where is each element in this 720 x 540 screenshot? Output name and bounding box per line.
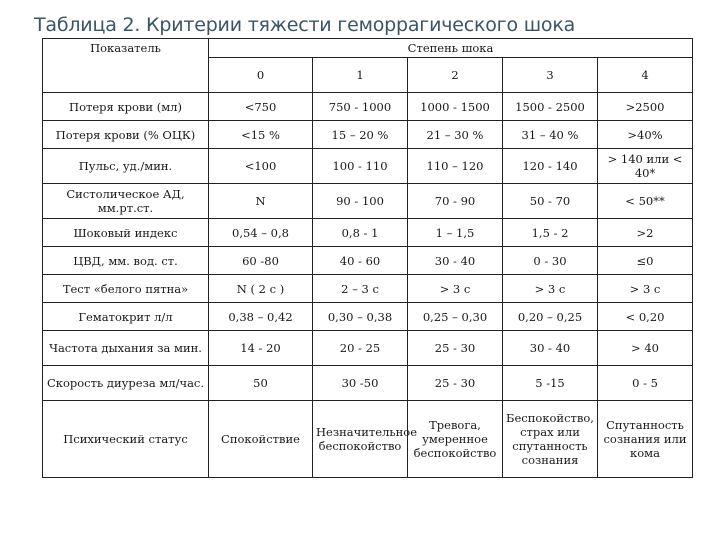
table-cell: 110 – 120 xyxy=(408,149,503,184)
table-cell: < 50** xyxy=(598,184,693,219)
row-label: Пульс, уд./мин. xyxy=(43,149,209,184)
shock-criteria-table xyxy=(42,38,693,478)
table-cell: ≤0 xyxy=(598,247,693,275)
table-cell: 1500 - 2500 xyxy=(503,93,598,121)
row-label: Потеря крови (мл) xyxy=(43,93,209,121)
degree-header: Степень шока xyxy=(209,39,693,58)
table-row xyxy=(43,93,693,121)
table-row xyxy=(43,149,693,184)
table-cell: 30 -50 xyxy=(313,366,408,401)
grade-header: 1 xyxy=(313,58,408,93)
row-label: Гематокрит л/л xyxy=(43,303,209,331)
table-row xyxy=(43,184,693,219)
table-cell: 0,30 – 0,38 xyxy=(313,303,408,331)
table-cell: > 3 c xyxy=(503,275,598,303)
table-cell: >2500 xyxy=(598,93,693,121)
table-cell: > 140 или < 40* xyxy=(598,149,693,184)
table-cell: 25 - 30 xyxy=(408,331,503,366)
table-cell: 30 - 40 xyxy=(503,331,598,366)
row-label: Систолическое АД, мм.рт.ст. xyxy=(43,184,209,219)
row-label: Частота дыхания за мин. xyxy=(43,331,209,366)
table-cell: 1,5 - 2 xyxy=(503,219,598,247)
row-label: Психический статус xyxy=(43,401,209,478)
table-row xyxy=(43,247,693,275)
table-cell: 120 - 140 xyxy=(503,149,598,184)
table-cell: <750 xyxy=(209,93,313,121)
table-row xyxy=(43,401,693,478)
table-cell: 0 - 30 xyxy=(503,247,598,275)
table-cell: Незначительное беспокойство xyxy=(313,401,408,478)
table-cell: Беспокойство, страх или спутанность сознания xyxy=(503,401,598,478)
table-cell: 70 - 90 xyxy=(408,184,503,219)
table-cell: 750 - 1000 xyxy=(313,93,408,121)
table-cell: 1000 - 1500 xyxy=(408,93,503,121)
row-label: Тест «белого пятна» xyxy=(43,275,209,303)
row-label: ЦВД, мм. вод. ст. xyxy=(43,247,209,275)
grade-header: 0 xyxy=(209,58,313,93)
table-cell: > 3 c xyxy=(408,275,503,303)
table-cell: > 3 c xyxy=(598,275,693,303)
table-row xyxy=(43,219,693,247)
table-row xyxy=(43,121,693,149)
table-cell: 40 - 60 xyxy=(313,247,408,275)
grade-header: 3 xyxy=(503,58,598,93)
grade-header: 4 xyxy=(598,58,693,93)
table-cell: N xyxy=(209,184,313,219)
table-cell: 0,8 - 1 xyxy=(313,219,408,247)
table-cell: 100 - 110 xyxy=(313,149,408,184)
table-cell: 0,20 – 0,25 xyxy=(503,303,598,331)
page-title: Таблица 2. Критерии тяжести геморрагического шока xyxy=(34,14,576,36)
table-cell: N ( 2 c ) xyxy=(209,275,313,303)
table-cell: 50 - 70 xyxy=(503,184,598,219)
table-cell: Спокойствие xyxy=(209,401,313,478)
table-cell: 90 - 100 xyxy=(313,184,408,219)
table-cell: >40% xyxy=(598,121,693,149)
indicator-header: Показатель xyxy=(43,39,209,93)
header-row xyxy=(43,39,693,58)
table-cell: 15 – 20 % xyxy=(313,121,408,149)
table-cell: 5 -15 xyxy=(503,366,598,401)
table-cell: <15 % xyxy=(209,121,313,149)
table-cell: < 0,20 xyxy=(598,303,693,331)
table-cell: 0,25 – 0,30 xyxy=(408,303,503,331)
table-cell: >2 xyxy=(598,219,693,247)
table-row xyxy=(43,303,693,331)
table-row xyxy=(43,275,693,303)
table-cell: 0,38 – 0,42 xyxy=(209,303,313,331)
table-cell: 60 -80 xyxy=(209,247,313,275)
table-cell: <100 xyxy=(209,149,313,184)
table-cell: 30 - 40 xyxy=(408,247,503,275)
table-cell: 50 xyxy=(209,366,313,401)
table-cell: 2 – 3 c xyxy=(313,275,408,303)
table-cell: > 40 xyxy=(598,331,693,366)
table-cell: 31 – 40 % xyxy=(503,121,598,149)
table-cell: 21 – 30 % xyxy=(408,121,503,149)
table-cell: 25 - 30 xyxy=(408,366,503,401)
table-cell: 0 - 5 xyxy=(598,366,693,401)
table-row xyxy=(43,331,693,366)
table-cell: 0,54 – 0,8 xyxy=(209,219,313,247)
row-label: Скорость диуреза мл/час. xyxy=(43,366,209,401)
row-label: Шоковый индекс xyxy=(43,219,209,247)
grade-header: 2 xyxy=(408,58,503,93)
row-label: Потеря крови (% ОЦК) xyxy=(43,121,209,149)
table-cell: 14 - 20 xyxy=(209,331,313,366)
table-cell: 1 – 1,5 xyxy=(408,219,503,247)
table-cell: 20 - 25 xyxy=(313,331,408,366)
table-cell: Тревога, умеренное беспокойство xyxy=(408,401,503,478)
table-row xyxy=(43,366,693,401)
table-cell: Спутанность сознания или кома xyxy=(598,401,693,478)
